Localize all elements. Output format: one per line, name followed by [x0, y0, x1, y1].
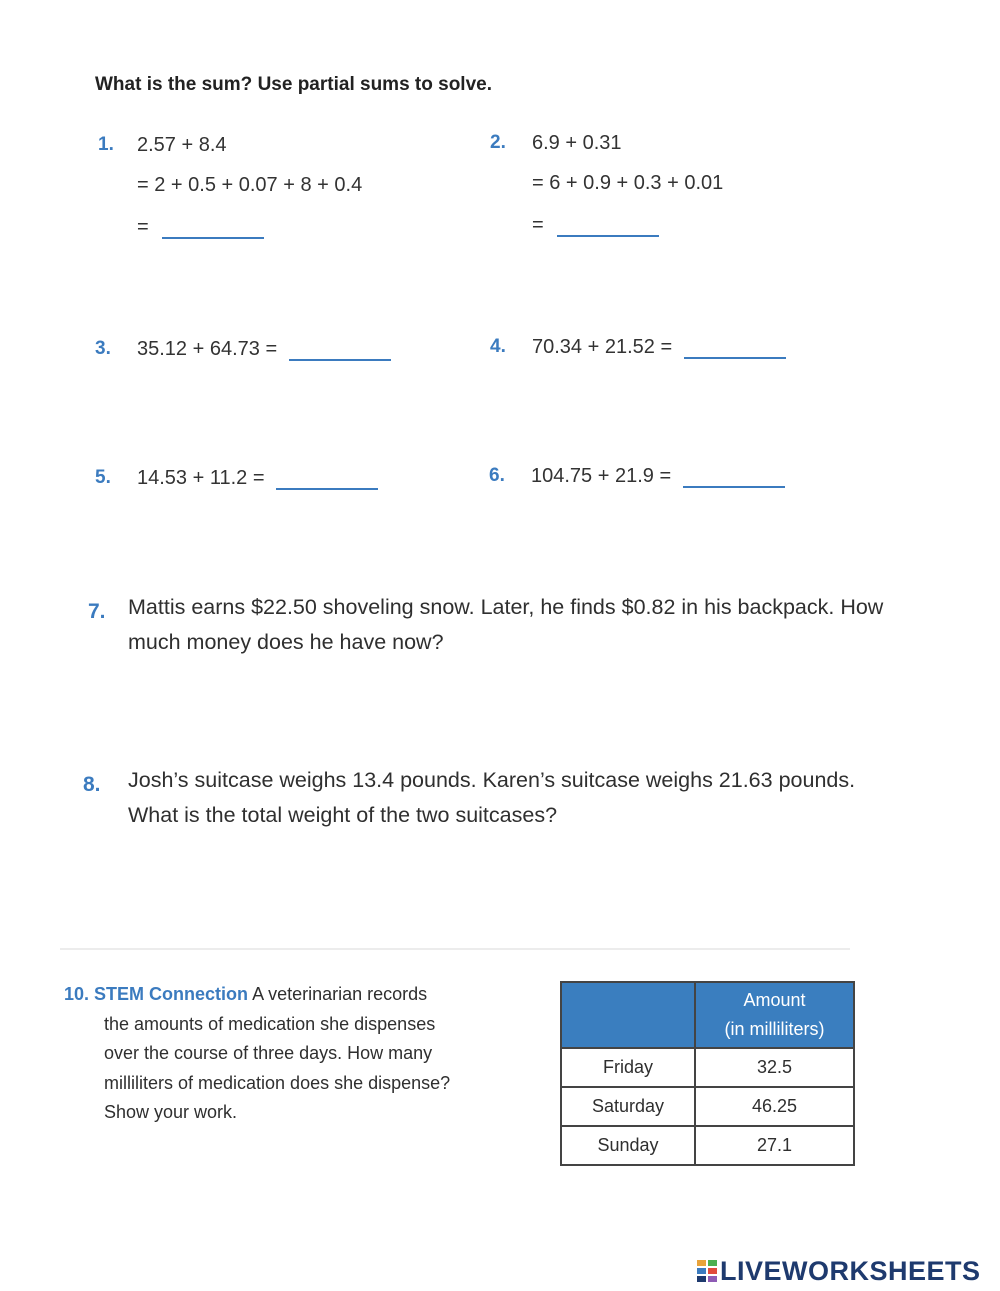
table-amount-cell: 46.25 [695, 1087, 854, 1126]
problem-6-answer-blank[interactable] [683, 484, 785, 488]
section-divider [60, 948, 850, 950]
word-problem-7-number: 7. [88, 600, 106, 623]
problem-2-step: = 6 + 0.9 + 0.3 + 0.01 [532, 172, 724, 194]
table-row [561, 1048, 854, 1087]
problem-3-expression: 35.12 + 64.73 = [137, 338, 278, 360]
problem-2-answer-row [532, 214, 659, 237]
problem-5-expression: 14.53 + 11.2 = [137, 467, 265, 489]
problem-1-equals: = [137, 216, 149, 238]
medication-table [560, 981, 855, 1166]
problem-5-row [137, 467, 378, 490]
liveworksheets-logo [697, 1256, 981, 1287]
problem-1-step: = 2 + 0.5 + 0.07 + 8 + 0.4 [137, 174, 363, 196]
table-row [561, 1126, 854, 1165]
problem-1-answer-row [137, 216, 264, 239]
instructions: What is the sum? Use partial sums to solve. [95, 74, 492, 95]
problem-3-row [137, 338, 391, 361]
problem-4-expression: 70.34 + 21.52 = [532, 336, 673, 358]
stem-problem-10 [64, 980, 544, 1128]
problem-2-number: 2. [490, 132, 506, 153]
problem-4-number: 4. [490, 336, 506, 357]
logo-text: LIVEWORKSHEETS [720, 1256, 981, 1286]
table-header-line-2: (in milliliters) [724, 1019, 825, 1039]
problem-3-number: 3. [95, 338, 111, 359]
problem-1-number: 1. [98, 134, 114, 155]
stem-line-2: the amounts of medication she dispenses [104, 1013, 436, 1034]
problem-4-row [532, 336, 786, 359]
stem-line-4: milliliters of medication does she dispense? [104, 1072, 451, 1093]
problem-5-answer-blank[interactable] [276, 486, 378, 490]
problem-5-number: 5. [95, 467, 111, 488]
problem-2-equals: = [532, 214, 544, 236]
problem-4-answer-blank[interactable] [684, 355, 786, 359]
problem-1-expression: 2.57 + 8.4 [137, 134, 227, 156]
table-day-cell: Saturday [561, 1087, 695, 1126]
stem-line-5: Show your work. [104, 1102, 238, 1122]
problem-6-expression: 104.75 + 21.9 = [531, 465, 672, 487]
stem-title: STEM Connection [94, 984, 249, 1004]
word-problem-8-text: Josh’s suitcase weighs 13.4 pounds. Karen’s suitcase weighs 21.63 pounds. What is the total weight of the two suitcases? [128, 768, 856, 827]
word-problem-8-number: 8. [83, 773, 101, 796]
liveworksheets-logo-icon [697, 1258, 717, 1280]
table-amount-cell: 27.1 [695, 1126, 854, 1165]
table-header-line-1: Amount [743, 990, 806, 1010]
stem-problem-number: 10. [64, 984, 90, 1004]
problem-1-answer-blank[interactable] [162, 235, 264, 239]
table-row [561, 1087, 854, 1126]
table-day-cell: Friday [561, 1048, 695, 1087]
problem-6-row [531, 465, 785, 488]
table-day-cell: Sunday [561, 1126, 695, 1165]
problem-6-number: 6. [489, 465, 505, 486]
problem-3-answer-blank[interactable] [289, 357, 391, 361]
stem-line-3: over the course of three days. How many [104, 1043, 433, 1063]
table-amount-cell: 32.5 [695, 1048, 854, 1087]
problem-2-answer-blank[interactable] [557, 233, 659, 237]
problem-2-expression: 6.9 + 0.31 [532, 132, 622, 154]
stem-line-1: A veterinarian records [252, 984, 428, 1004]
word-problem-7-text: Mattis earns $22.50 shoveling snow. Later, he finds $0.82 in his backpack. How much money does he have now? [128, 595, 884, 654]
table-header-empty [561, 982, 695, 1048]
table-header-row [561, 982, 854, 1048]
table-header-amount [695, 982, 854, 1048]
